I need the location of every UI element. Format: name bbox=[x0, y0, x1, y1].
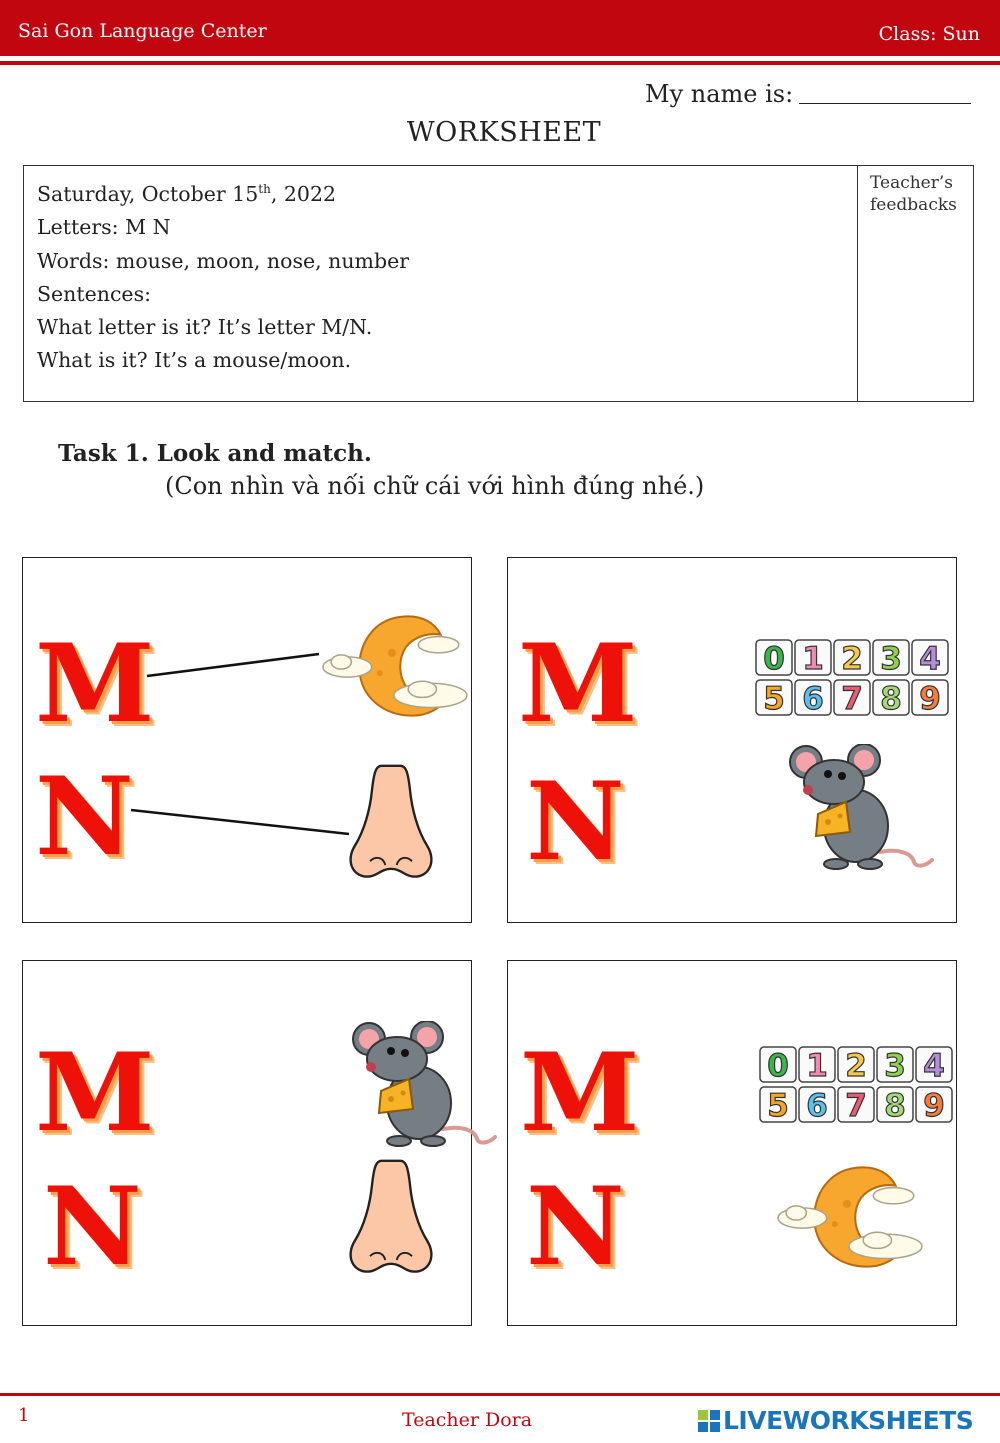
lesson-sentences-label: Sentences: bbox=[37, 281, 151, 306]
number-digit: 7 bbox=[845, 1088, 867, 1123]
number-digit: 0 bbox=[767, 1048, 789, 1084]
nose-icon[interactable] bbox=[341, 1157, 441, 1281]
date-prefix: Saturday, October 15 bbox=[37, 182, 259, 206]
number-digit: 9 bbox=[919, 681, 941, 716]
task-title: Task 1. Look and match. bbox=[58, 440, 372, 467]
number-blocks-icon[interactable] bbox=[754, 638, 950, 716]
number-digit: 1 bbox=[806, 1048, 828, 1084]
match-line-n-nose bbox=[131, 810, 349, 834]
letter-m[interactable]: M bbox=[35, 621, 155, 747]
match-lines bbox=[23, 558, 473, 924]
letter-m[interactable]: M bbox=[520, 1030, 640, 1156]
lesson-info-column bbox=[24, 166, 858, 401]
name-prompt: My name is: bbox=[645, 80, 794, 108]
teacher-name: Teacher Dora bbox=[402, 1409, 533, 1431]
letter-m[interactable]: M bbox=[35, 1030, 155, 1156]
number-digit: 0 bbox=[763, 641, 785, 677]
letter-n[interactable]: N bbox=[43, 1164, 142, 1290]
class-label: Class: Sun bbox=[878, 23, 980, 45]
number-digit: 1 bbox=[802, 641, 824, 677]
mouse-icon[interactable] bbox=[788, 744, 938, 874]
number-digit: 5 bbox=[767, 1088, 789, 1123]
letter-m[interactable]: M bbox=[518, 621, 638, 747]
letter-n[interactable]: N bbox=[526, 1164, 625, 1290]
number-digit: 3 bbox=[880, 641, 902, 677]
lesson-date bbox=[37, 178, 409, 211]
number-digit: 8 bbox=[884, 1088, 906, 1123]
number-digit: 5 bbox=[763, 681, 785, 716]
number-digit: 2 bbox=[841, 641, 863, 677]
page-title: WORKSHEET bbox=[406, 117, 602, 148]
lesson-letters: Letters: M N bbox=[37, 215, 171, 240]
page-number: 1 bbox=[18, 1405, 30, 1426]
feedback-line-2: feedbacks bbox=[870, 195, 957, 215]
number-digit: 6 bbox=[806, 1088, 828, 1123]
task-subtitle: (Con nhìn và nối chữ cái với hình đúng nhé.) bbox=[165, 472, 705, 500]
lesson-words: Words: mouse, moon, nose, number bbox=[37, 248, 410, 273]
number-digit: 9 bbox=[923, 1088, 945, 1123]
match-panel-2 bbox=[507, 557, 957, 923]
letter-n[interactable]: N bbox=[35, 754, 134, 880]
lesson-info-box bbox=[23, 165, 974, 402]
lesson-sentence-2: What is it? It’s a mouse/moon. bbox=[37, 348, 352, 373]
lesson-info-lines bbox=[37, 178, 409, 378]
letter-n[interactable]: N bbox=[526, 759, 625, 885]
number-digit: 2 bbox=[845, 1048, 867, 1084]
date-sup: th bbox=[258, 182, 271, 196]
number-digit: 7 bbox=[841, 681, 863, 716]
match-line-m-moon bbox=[147, 654, 319, 676]
lesson-sentence-1: What letter is it? It’s letter M/N. bbox=[37, 315, 373, 340]
header-divider bbox=[0, 61, 1000, 65]
number-blocks-icon[interactable] bbox=[758, 1045, 954, 1123]
liveworksheets-brand: LIVEWORKSHEETS bbox=[723, 1406, 974, 1435]
name-blank[interactable] bbox=[799, 83, 971, 104]
number-digit: 4 bbox=[923, 1048, 945, 1084]
moon-icon[interactable] bbox=[776, 1161, 928, 1273]
name-field bbox=[645, 80, 971, 108]
match-panel-4 bbox=[507, 960, 957, 1326]
school-name: Sai Gon Language Center bbox=[18, 20, 267, 42]
match-panel-3 bbox=[22, 960, 472, 1326]
teacher-feedback-label bbox=[870, 172, 957, 216]
mouse-icon[interactable] bbox=[351, 1021, 501, 1151]
number-digit: 8 bbox=[880, 681, 902, 716]
date-suffix: , 2022 bbox=[270, 182, 337, 206]
number-digit: 4 bbox=[919, 641, 941, 677]
match-panel-1 bbox=[22, 557, 472, 923]
number-digit: 6 bbox=[802, 681, 824, 716]
liveworksheets-logo[interactable] bbox=[698, 1406, 973, 1435]
feedback-line-1: Teacher’s bbox=[870, 173, 953, 193]
number-digit: 3 bbox=[884, 1048, 906, 1084]
liveworksheets-icon bbox=[698, 1410, 720, 1432]
footer-divider bbox=[0, 1393, 1000, 1396]
